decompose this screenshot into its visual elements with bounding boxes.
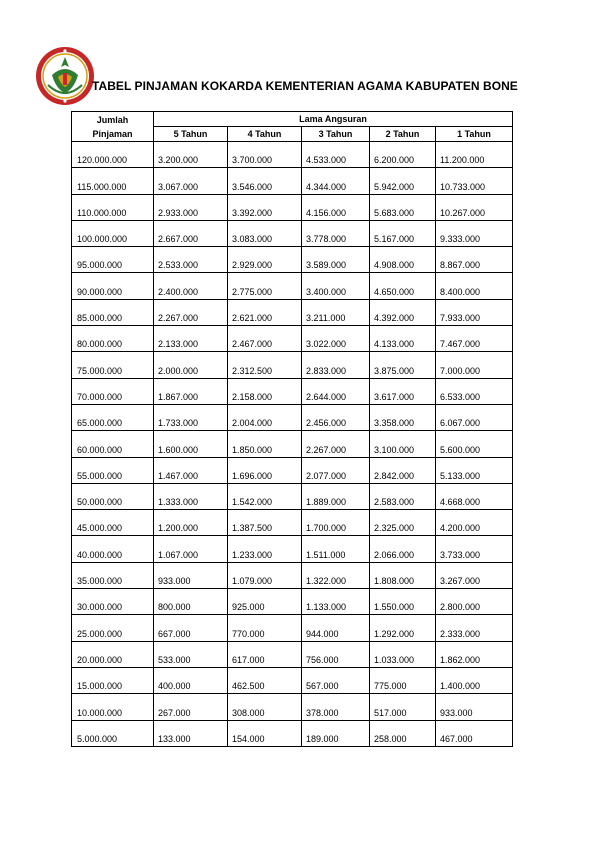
table-row — [72, 510, 513, 536]
installment-cell: 2.077.000 — [302, 457, 370, 483]
installment-cell: 1.862.000 — [436, 641, 513, 667]
loan-amount-cell: 5.000.000 — [72, 720, 154, 746]
loan-amount-cell: 35.000.000 — [72, 562, 154, 588]
installment-cell: 1.333.000 — [154, 483, 228, 509]
installment-cell: 7.467.000 — [436, 326, 513, 352]
table-row — [72, 694, 513, 720]
installment-cell: 2.000.000 — [154, 352, 228, 378]
loan-amount-cell: 110.000.000 — [72, 194, 154, 220]
installment-cell: 3.211.000 — [302, 299, 370, 325]
table-row — [72, 720, 513, 746]
installment-cell: 6.200.000 — [370, 142, 436, 168]
installment-cell: 2.929.000 — [228, 247, 302, 273]
installment-cell: 2.133.000 — [154, 326, 228, 352]
loan-amount-cell: 45.000.000 — [72, 510, 154, 536]
installment-cell: 2.312.500 — [228, 352, 302, 378]
installment-cell: 1.400.000 — [436, 667, 513, 693]
installment-cell: 4.344.000 — [302, 168, 370, 194]
installment-cell: 3.733.000 — [436, 536, 513, 562]
loan-amount-cell: 10.000.000 — [72, 694, 154, 720]
installment-cell: 1.696.000 — [228, 457, 302, 483]
table-row — [72, 641, 513, 667]
installment-cell: 10.267.000 — [436, 194, 513, 220]
installment-cell: 3.200.000 — [154, 142, 228, 168]
installment-cell: 2.066.000 — [370, 536, 436, 562]
installment-cell: 5.683.000 — [370, 194, 436, 220]
installment-cell: 2.933.000 — [154, 194, 228, 220]
installment-cell: 3.617.000 — [370, 378, 436, 404]
header-4-years: 4 Tahun — [228, 127, 302, 142]
installment-cell: 9.333.000 — [436, 220, 513, 246]
loan-amount-cell: 120.000.000 — [72, 142, 154, 168]
table-row — [72, 220, 513, 246]
installment-cell: 1.387.500 — [228, 510, 302, 536]
loan-amount-cell: 20.000.000 — [72, 641, 154, 667]
installment-cell: 2.621.000 — [228, 299, 302, 325]
loan-amount-cell: 80.000.000 — [72, 326, 154, 352]
installment-cell: 8.400.000 — [436, 273, 513, 299]
installment-cell: 4.908.000 — [370, 247, 436, 273]
installment-cell: 533.000 — [154, 641, 228, 667]
installment-cell: 400.000 — [154, 667, 228, 693]
table-row — [72, 404, 513, 430]
installment-cell: 267.000 — [154, 694, 228, 720]
table-row — [72, 562, 513, 588]
table-row — [72, 483, 513, 509]
installment-cell: 1.292.000 — [370, 615, 436, 641]
header-loan-amount — [72, 112, 154, 142]
installment-cell: 1.511.000 — [302, 536, 370, 562]
installment-cell: 2.667.000 — [154, 220, 228, 246]
installment-cell: 2.325.000 — [370, 510, 436, 536]
installment-cell: 7.933.000 — [436, 299, 513, 325]
installment-cell: 2.467.000 — [228, 326, 302, 352]
installment-cell: 800.000 — [154, 589, 228, 615]
installment-cell: 4.133.000 — [370, 326, 436, 352]
header-loan-amount-line2: Pinjaman — [92, 128, 133, 139]
installment-cell: 617.000 — [228, 641, 302, 667]
installment-cell: 2.158.000 — [228, 378, 302, 404]
installment-cell: 4.668.000 — [436, 483, 513, 509]
installment-cell: 3.700.000 — [228, 142, 302, 168]
loan-amount-cell: 50.000.000 — [72, 483, 154, 509]
installment-cell: 5.133.000 — [436, 457, 513, 483]
installment-cell: 3.400.000 — [302, 273, 370, 299]
installment-cell: 1.600.000 — [154, 431, 228, 457]
installment-cell: 567.000 — [302, 667, 370, 693]
installment-cell: 944.000 — [302, 615, 370, 641]
installment-cell: 3.358.000 — [370, 404, 436, 430]
installment-cell: 2.004.000 — [228, 404, 302, 430]
installment-cell: 1.200.000 — [154, 510, 228, 536]
table-row — [72, 299, 513, 325]
installment-cell: 4.156.000 — [302, 194, 370, 220]
installment-cell: 3.100.000 — [370, 431, 436, 457]
table-row — [72, 247, 513, 273]
installment-cell: 3.392.000 — [228, 194, 302, 220]
installment-cell: 10.733.000 — [436, 168, 513, 194]
installment-cell: 2.644.000 — [302, 378, 370, 404]
installment-cell: 6.533.000 — [436, 378, 513, 404]
installment-cell: 517.000 — [370, 694, 436, 720]
loan-amount-cell: 95.000.000 — [72, 247, 154, 273]
installment-cell: 933.000 — [154, 562, 228, 588]
installment-cell: 1.867.000 — [154, 378, 228, 404]
loan-amount-cell: 25.000.000 — [72, 615, 154, 641]
loan-amount-cell: 100.000.000 — [72, 220, 154, 246]
installment-cell: 3.083.000 — [228, 220, 302, 246]
table-row — [72, 431, 513, 457]
table-row — [72, 273, 513, 299]
installment-cell: 756.000 — [302, 641, 370, 667]
table-row — [72, 142, 513, 168]
loan-amount-cell: 55.000.000 — [72, 457, 154, 483]
loan-amount-cell: 90.000.000 — [72, 273, 154, 299]
installment-cell: 3.267.000 — [436, 562, 513, 588]
installment-cell: 2.267.000 — [302, 431, 370, 457]
table-row — [72, 194, 513, 220]
installment-cell: 2.533.000 — [154, 247, 228, 273]
installment-cell: 2.775.000 — [228, 273, 302, 299]
table-row — [72, 536, 513, 562]
header-5-years: 5 Tahun — [154, 127, 228, 142]
installment-cell: 154.000 — [228, 720, 302, 746]
installment-cell: 189.000 — [302, 720, 370, 746]
installment-cell: 1.850.000 — [228, 431, 302, 457]
table-row — [72, 378, 513, 404]
installment-cell: 5.600.000 — [436, 431, 513, 457]
installment-cell: 378.000 — [302, 694, 370, 720]
installment-cell: 3.778.000 — [302, 220, 370, 246]
installment-cell: 2.583.000 — [370, 483, 436, 509]
installment-cell: 1.542.000 — [228, 483, 302, 509]
installment-cell: 4.200.000 — [436, 510, 513, 536]
installment-cell: 462.500 — [228, 667, 302, 693]
installment-cell: 1.033.000 — [370, 641, 436, 667]
header-installment-duration: Lama Angsuran — [154, 112, 513, 127]
header-loan-amount-line1: Jumlah — [96, 114, 129, 125]
installment-cell: 2.267.000 — [154, 299, 228, 325]
installment-cell: 775.000 — [370, 667, 436, 693]
loan-table — [71, 111, 513, 747]
header-2-years: 2 Tahun — [370, 127, 436, 142]
installment-cell: 11.200.000 — [436, 142, 513, 168]
installment-cell: 667.000 — [154, 615, 228, 641]
installment-cell: 5.942.000 — [370, 168, 436, 194]
installment-cell: 4.533.000 — [302, 142, 370, 168]
loan-table-body — [72, 142, 513, 747]
header-3-years: 3 Tahun — [302, 127, 370, 142]
installment-cell: 3.875.000 — [370, 352, 436, 378]
installment-cell: 1.133.000 — [302, 589, 370, 615]
table-row — [72, 457, 513, 483]
installment-cell: 3.589.000 — [302, 247, 370, 273]
table-row — [72, 168, 513, 194]
organization-logo-icon — [34, 45, 96, 107]
loan-amount-cell: 85.000.000 — [72, 299, 154, 325]
table-row — [72, 615, 513, 641]
installment-cell: 933.000 — [436, 694, 513, 720]
installment-cell: 1.322.000 — [302, 562, 370, 588]
table-row — [72, 589, 513, 615]
installment-cell: 1.733.000 — [154, 404, 228, 430]
installment-cell: 2.456.000 — [302, 404, 370, 430]
installment-cell: 1.550.000 — [370, 589, 436, 615]
installment-cell: 7.000.000 — [436, 352, 513, 378]
page-title: TABEL PINJAMAN KOKARDA KEMENTERIAN AGAMA KABUPATEN BONE — [92, 79, 518, 93]
table-row — [72, 326, 513, 352]
installment-cell: 1.233.000 — [228, 536, 302, 562]
installment-cell: 3.022.000 — [302, 326, 370, 352]
loan-amount-cell: 40.000.000 — [72, 536, 154, 562]
installment-cell: 2.333.000 — [436, 615, 513, 641]
loan-amount-cell: 15.000.000 — [72, 667, 154, 693]
loan-amount-cell: 75.000.000 — [72, 352, 154, 378]
installment-cell: 1.067.000 — [154, 536, 228, 562]
installment-cell: 1.808.000 — [370, 562, 436, 588]
installment-cell: 1.467.000 — [154, 457, 228, 483]
table-row — [72, 667, 513, 693]
table-row — [72, 352, 513, 378]
installment-cell: 4.650.000 — [370, 273, 436, 299]
installment-cell: 308.000 — [228, 694, 302, 720]
installment-cell: 1.700.000 — [302, 510, 370, 536]
installment-cell: 467.000 — [436, 720, 513, 746]
installment-cell: 3.546.000 — [228, 168, 302, 194]
installment-cell: 2.800.000 — [436, 589, 513, 615]
installment-cell: 2.833.000 — [302, 352, 370, 378]
installment-cell: 2.842.000 — [370, 457, 436, 483]
installment-cell: 4.392.000 — [370, 299, 436, 325]
installment-cell: 8.867.000 — [436, 247, 513, 273]
installment-cell: 1.079.000 — [228, 562, 302, 588]
loan-amount-cell: 70.000.000 — [72, 378, 154, 404]
installment-cell: 3.067.000 — [154, 168, 228, 194]
loan-amount-cell: 30.000.000 — [72, 589, 154, 615]
installment-cell: 6.067.000 — [436, 404, 513, 430]
installment-cell: 925.000 — [228, 589, 302, 615]
installment-cell: 770.000 — [228, 615, 302, 641]
loan-amount-cell: 60.000.000 — [72, 431, 154, 457]
installment-cell: 1.889.000 — [302, 483, 370, 509]
loan-amount-cell: 115.000.000 — [72, 168, 154, 194]
installment-cell: 5.167.000 — [370, 220, 436, 246]
header-1-year: 1 Tahun — [436, 127, 513, 142]
installment-cell: 2.400.000 — [154, 273, 228, 299]
installment-cell: 133.000 — [154, 720, 228, 746]
loan-amount-cell: 65.000.000 — [72, 404, 154, 430]
installment-cell: 258.000 — [370, 720, 436, 746]
